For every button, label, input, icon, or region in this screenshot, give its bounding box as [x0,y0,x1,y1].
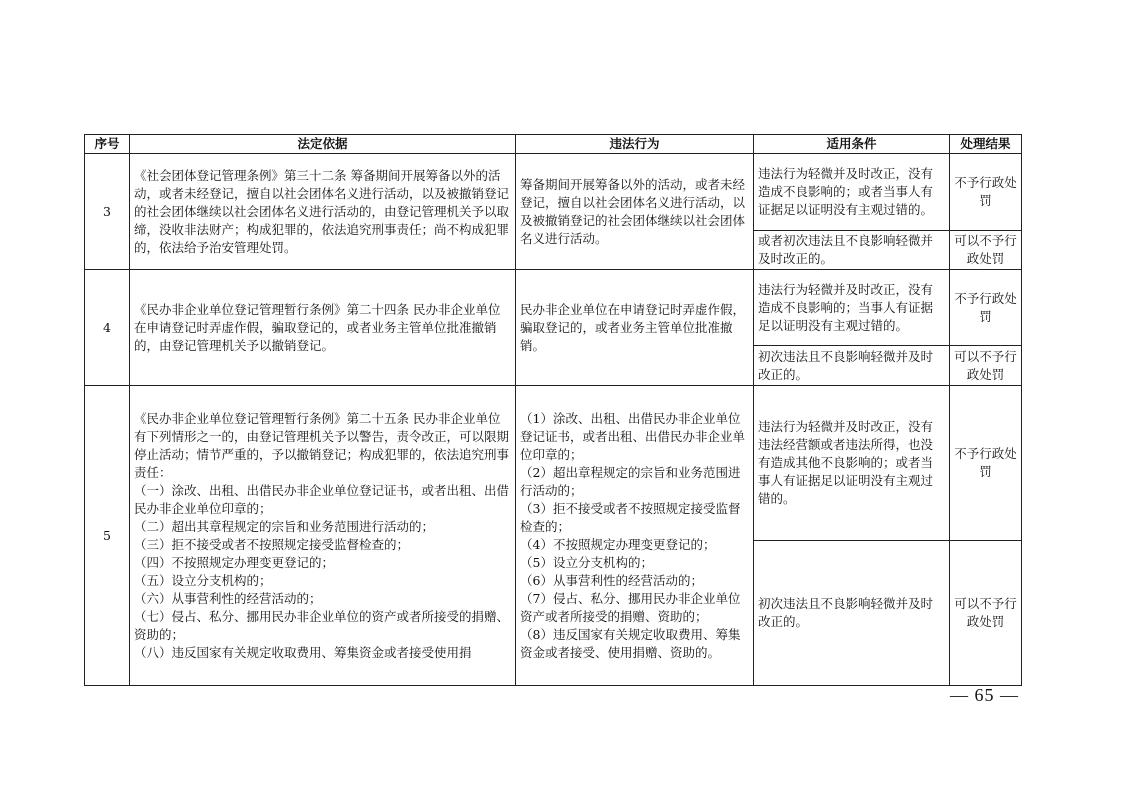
result-cell: 可以不予行政处罚 [950,231,1022,270]
result-cell: 不予行政处罚 [950,386,1022,541]
header-result: 处理结果 [950,135,1022,154]
table-header-row [85,135,1022,154]
result-cell: 不予行政处罚 [950,154,1022,231]
violation-cell: 民办非企业单位在申请登记时弄虚作假，骗取登记的，或者业务主管单位批准撤销。 [516,270,754,386]
result-cell: 可以不予行政处罚 [950,541,1022,686]
page-number: — 65 — [950,685,1019,705]
violation-cell: 筹备期间开展筹备以外的活动，或者未经登记，擅自以社会团体名义进行活动，以及被撤销登记的社会团体继续以社会团体名义进行活动。 [516,154,754,270]
header-seq: 序号 [85,135,130,154]
header-legal-basis: 法定依据 [130,135,516,154]
condition-cell: 初次违法且不良影响轻微并及时改正的。 [754,541,950,686]
result-cell: 不予行政处罚 [950,270,1022,346]
condition-cell: 或者初次违法且不良影响轻微并及时改正的。 [754,231,950,270]
row-seq: 3 [85,154,130,270]
penalty-table [84,134,1022,686]
violation-cell: （1）涂改、出租、出借民办非企业单位登记证书，或者出租、出借民办非企业单位印章的； （2）超出章程规定的宗旨和业务范围进行活动的； （3）拒不接受或者不按照规定接受监督检查的； （4）不按照规定办理变更登记的； （5）设立分支机构的； （6）从事营利性的经营活动的； （7）侵占、私分、挪用民办非企业单位资产或者所接受的捐赠、资助的； （8）违反国家有关规定收取费用、筹集资金或者接受、使用捐赠、资助的。 [516,386,754,686]
result-cell: 可以不予行政处罚 [950,346,1022,386]
condition-cell: 违法行为轻微并及时改正，没有造成不良影响的；或者当事人有证据足以证明没有主观过错的。 [754,154,950,231]
table-row [85,386,1022,541]
row-seq: 4 [85,270,130,386]
legal-basis-cell: 《民办非企业单位登记管理暂行条例》第二十四条 民办非企业单位在申请登记时弄虚作假，骗取登记的，或者业务主管单位批准撤销的，由登记管理机关予以撤销登记。 [130,270,516,386]
legal-basis-cell: 《民办非企业单位登记管理暂行条例》第二十五条 民办非企业单位有下列情形之一的，由登记管理机关予以警告，责令改正，可以限期停止活动；情节严重的，予以撤销登记；构成犯罪的，依法追究刑事责任： （一）涂改、出租、出借民办非企业单位登记证书，或者出租、出借民办非企业单位印章的； （二）超出其章程规定的宗旨和业务范围进行活动的； （三）拒不接受或者不按照规定接受监督检查的； （四）不按照规定办理变更登记的； （五）设立分支机构的； （六）从事营利性的经营活动的； （七）侵占、私分、挪用民办非企业单位的资产或者所接受的捐赠、资助的； （八）违反国家有关规定收取费用、筹集资金或者接受使用捐 [130,386,516,686]
header-condition: 适用条件 [754,135,950,154]
header-violation: 违法行为 [516,135,754,154]
table-row [85,154,1022,231]
condition-cell: 违法行为轻微并及时改正，没有造成不良影响的；当事人有证据足以证明没有主观过错的。 [754,270,950,346]
legal-basis-cell: 《社会团体登记管理条例》第三十二条 筹备期间开展筹备以外的活动，或者未经登记，擅自以社会团体名义进行活动，以及被撤销登记的社会团体继续以社会团体名义进行活动的，由登记管理机关予以取缔，没收非法财产；构成犯罪的，依法追究刑事责任；尚不构成犯罪的，依法给予治安管理处罚。 [130,154,516,270]
condition-cell: 违法行为轻微并及时改正，没有违法经营额或者违法所得，也没有造成其他不良影响的；或者当事人有证据足以证明没有主观过错的。 [754,386,950,541]
condition-cell: 初次违法且不良影响轻微并及时改正的。 [754,346,950,386]
row-seq: 5 [85,386,130,686]
table-row [85,270,1022,346]
